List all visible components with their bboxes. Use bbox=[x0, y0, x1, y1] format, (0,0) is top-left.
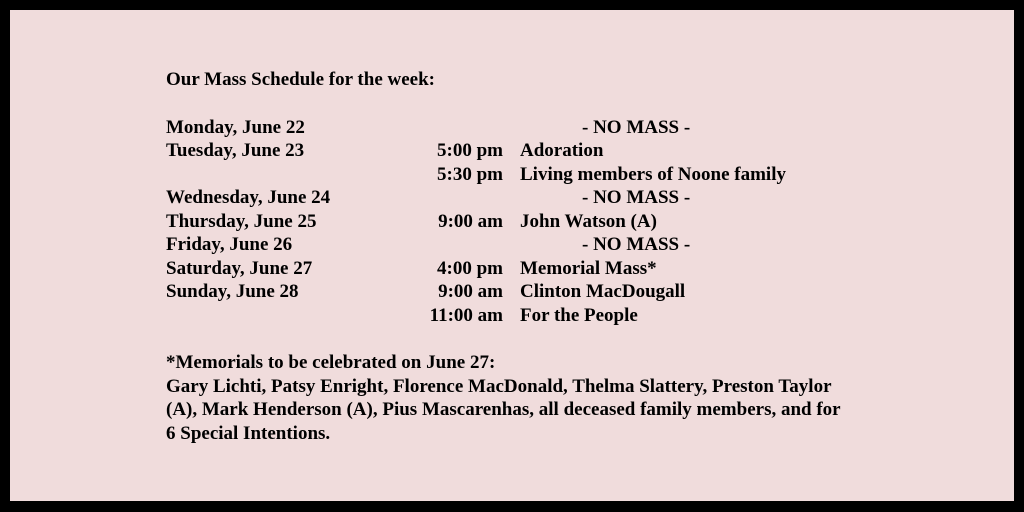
schedule-intention: For the People bbox=[520, 304, 638, 326]
schedule-day: Friday, June 26 bbox=[166, 234, 293, 255]
schedule-row bbox=[166, 304, 866, 328]
schedule-time: 9:00 am bbox=[438, 210, 503, 232]
schedule-day: Sunday, June 28 bbox=[166, 281, 299, 302]
schedule-row bbox=[166, 116, 866, 140]
schedule-row bbox=[166, 186, 866, 210]
schedule-row bbox=[166, 257, 866, 281]
memorials-section bbox=[166, 351, 866, 445]
mass-schedule-document bbox=[166, 68, 866, 445]
schedule-day: Monday, June 22 bbox=[166, 116, 305, 138]
schedule-intention: Adoration bbox=[520, 140, 604, 161]
schedule-time: 9:00 am bbox=[438, 281, 503, 302]
memorials-heading: *Memorials to be celebrated on June 27: bbox=[166, 352, 496, 373]
no-mass-note: - NO MASS - bbox=[582, 116, 691, 138]
schedule-table bbox=[166, 116, 866, 328]
schedule-intention: Clinton MacDougall bbox=[520, 281, 686, 302]
schedule-intention: Living members of Noone family bbox=[520, 163, 786, 185]
memorials-list: Gary Lichti, Patsy Enright, Florence MacDonald, Thelma Slattery, Preston Taylor (A), Mark Henderson (A), Pius Mascarenhas, all deceased family members, and for 6 Special Intentions. bbox=[166, 375, 841, 444]
schedule-heading: Our Mass Schedule for the week: bbox=[166, 69, 435, 90]
schedule-panel bbox=[10, 10, 1014, 501]
schedule-intention: John Watson (A) bbox=[520, 210, 657, 232]
schedule-time: 11:00 am bbox=[429, 304, 503, 326]
schedule-day: Saturday, June 27 bbox=[166, 257, 313, 279]
schedule-intention: Memorial Mass* bbox=[520, 257, 657, 279]
schedule-row bbox=[166, 280, 866, 304]
schedule-day: Thursday, June 25 bbox=[166, 210, 317, 232]
schedule-day: Wednesday, June 24 bbox=[166, 187, 331, 208]
schedule-row bbox=[166, 210, 866, 234]
schedule-row bbox=[166, 139, 866, 163]
schedule-row bbox=[166, 163, 866, 187]
no-mass-note: - NO MASS - bbox=[582, 187, 691, 208]
schedule-time: 5:00 pm bbox=[437, 140, 503, 161]
schedule-day: Tuesday, June 23 bbox=[166, 140, 305, 161]
no-mass-note: - NO MASS - bbox=[582, 234, 691, 255]
schedule-row bbox=[166, 233, 866, 257]
schedule-time: 4:00 pm bbox=[437, 257, 503, 279]
schedule-time: 5:30 pm bbox=[437, 163, 503, 185]
